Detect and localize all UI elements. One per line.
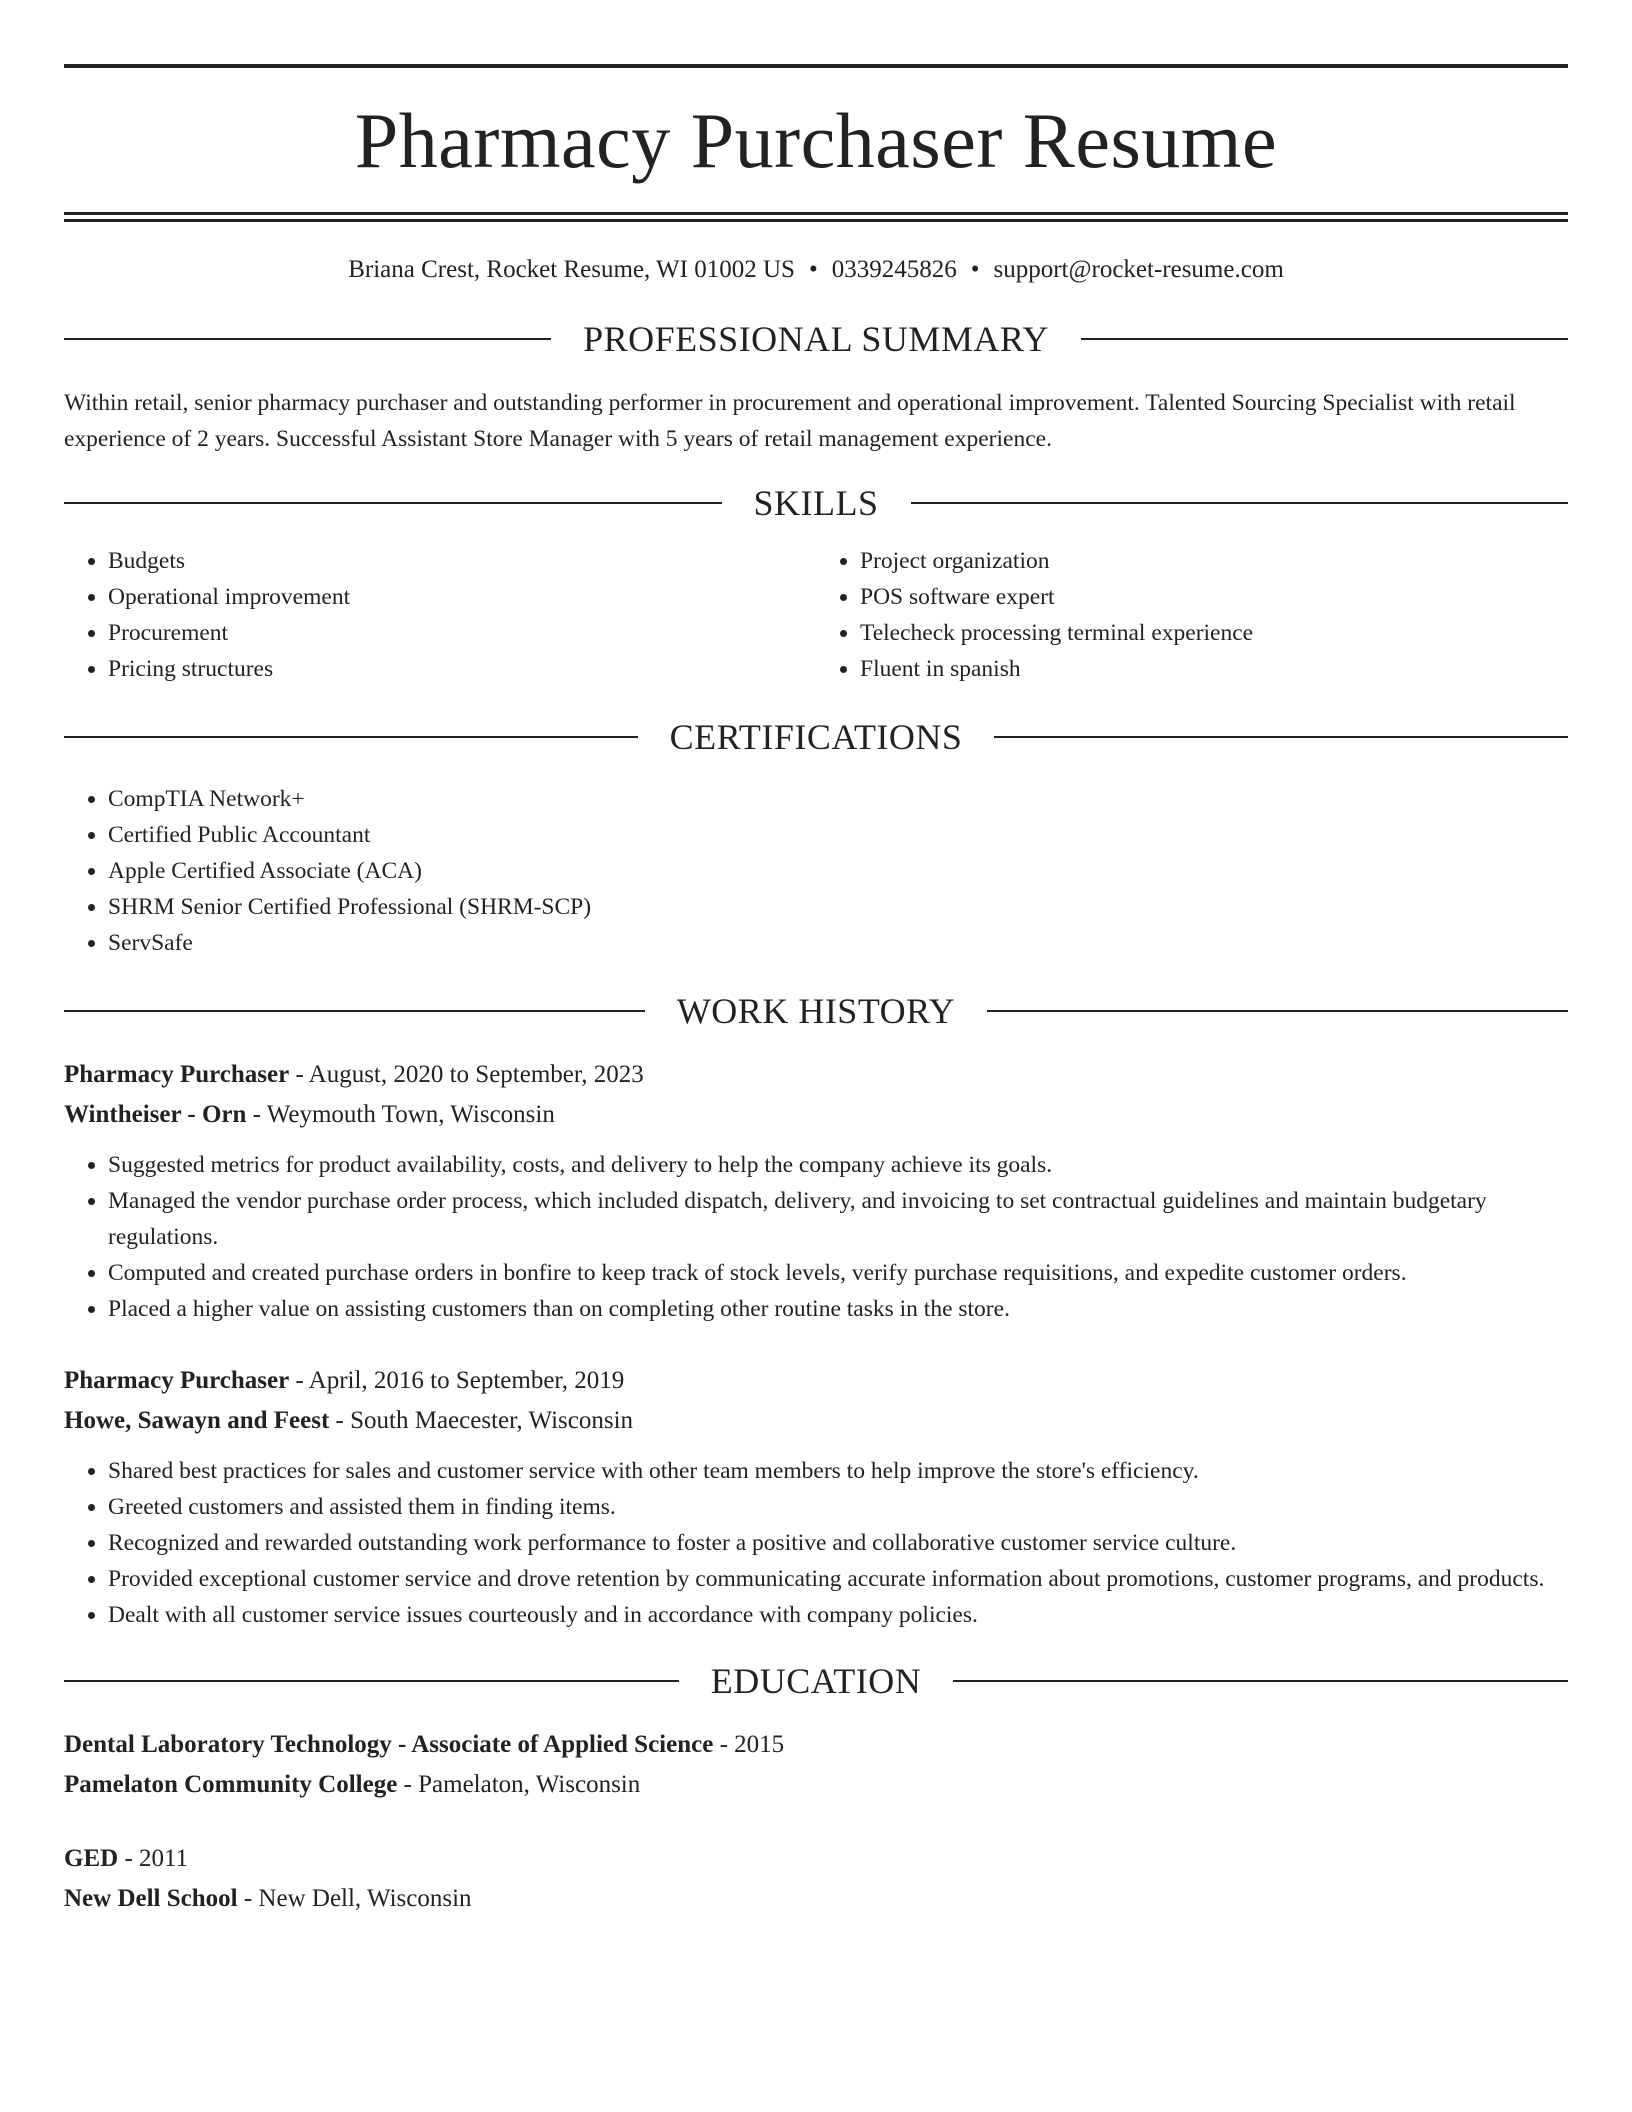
skills-right-list (816, 543, 1568, 687)
heading-rule-right (911, 502, 1569, 504)
certification-item: • CompTIA Network+ (108, 781, 1568, 817)
education-degree: Dental Laboratory Technology - Associate of Applied Science (64, 1731, 714, 1758)
job-company-line (64, 1401, 1568, 1441)
section-label: PROFESSIONAL SUMMARY (583, 319, 1049, 359)
education-degree: GED (64, 1845, 119, 1872)
certifications-list (64, 781, 1568, 961)
section-heading-summary (64, 321, 1568, 357)
skill-item: • Pricing structures (108, 651, 816, 687)
skills-columns (64, 543, 1568, 687)
education-entry (64, 1839, 1568, 1919)
education-school: Pamelaton Community College (64, 1771, 398, 1798)
education-degree-line (64, 1839, 1568, 1879)
job-duty: • Shared best practices for sales and customer service with other team members to help improve the store's efficiency. (108, 1453, 1568, 1489)
job-dates: - April, 2016 to September, 2019 (289, 1367, 625, 1394)
contact-line (64, 255, 1568, 285)
heading-rule-left (64, 736, 638, 738)
education-school-line (64, 1765, 1568, 1805)
job-company: Howe, Sawayn and Feest (64, 1407, 330, 1434)
certification-item: • ServSafe (108, 925, 1568, 961)
section-heading-certifications (64, 719, 1568, 755)
section-heading-education (64, 1663, 1568, 1699)
heading-rule-left (64, 1680, 679, 1682)
contact-separator: • (970, 256, 980, 283)
skill-item: • Fluent in spanish (860, 651, 1568, 687)
education-location: - New Dell, Wisconsin (237, 1885, 472, 1912)
job-duty: • Recognized and rewarded outstanding work performance to foster a positive and collaborative customer service culture. (108, 1525, 1568, 1561)
job-company: Wintheiser - Orn (64, 1101, 247, 1128)
job-location: - Weymouth Town, Wisconsin (246, 1101, 555, 1128)
skill-item: • Telecheck processing terminal experience (860, 615, 1568, 651)
education-year: - 2011 (118, 1845, 189, 1872)
job-entry (64, 1055, 1568, 1327)
job-duty: • Managed the vendor purchase order process, which included dispatch, delivery, and invoicing to set contractual guidelines and maintain budgetary regulations. (108, 1183, 1568, 1255)
job-company-line (64, 1095, 1568, 1135)
contact-email: support@rocket-resume.com (993, 256, 1284, 283)
job-duty: • Computed and created purchase orders in bonfire to keep track of stock levels, verify purchase requisitions, and expedite customer orders. (108, 1255, 1568, 1291)
job-title-line (64, 1361, 1568, 1401)
job-entry (64, 1361, 1568, 1633)
heading-rule-left (64, 1010, 645, 1012)
heading-rule-left (64, 502, 722, 504)
section-label: EDUCATION (710, 1661, 922, 1701)
job-title-line (64, 1055, 1568, 1095)
education-school: New Dell School (64, 1885, 238, 1912)
certification-item: • Apple Certified Associate (ACA) (108, 853, 1568, 889)
skill-item: • Project organization (860, 543, 1568, 579)
skill-item: • Budgets (108, 543, 816, 579)
job-duty: • Provided exceptional customer service and drove retention by communicating accurate information about promotions, customer programs, and products. (108, 1561, 1568, 1597)
resume-title: Pharmacy Purchaser Resume (354, 97, 1278, 184)
contact-phone: 0339245826 (831, 256, 957, 283)
education-degree-line (64, 1725, 1568, 1765)
education-entry (64, 1725, 1568, 1805)
education-location: - Pamelaton, Wisconsin (397, 1771, 641, 1798)
resume-page (64, 64, 1568, 1919)
job-title: Pharmacy Purchaser (64, 1061, 290, 1088)
skill-item: • Procurement (108, 615, 816, 651)
job-duty: • Dealt with all customer service issues courteously and in accordance with company policies. (108, 1597, 1568, 1633)
section-label: WORK HISTORY (676, 991, 956, 1031)
section-heading-skills (64, 485, 1568, 521)
top-rule (64, 64, 1568, 68)
contact-separator: • (808, 256, 818, 283)
job-duty: • Suggested metrics for product availability, costs, and delivery to help the company achieve its goals. (108, 1147, 1568, 1183)
section-heading-work-history (64, 993, 1568, 1029)
heading-rule-right (1081, 338, 1568, 340)
certification-item: • Certified Public Accountant (108, 817, 1568, 853)
section-label: SKILLS (753, 483, 879, 523)
skill-item: • POS software expert (860, 579, 1568, 615)
job-duties-list (64, 1147, 1568, 1327)
job-dates: - August, 2020 to September, 2023 (289, 1061, 644, 1088)
job-duties-list (64, 1453, 1568, 1633)
heading-rule-right (953, 1680, 1568, 1682)
heading-rule-left (64, 338, 551, 340)
certification-item: • SHRM Senior Certified Professional (SHRM-SCP) (108, 889, 1568, 925)
title-double-rule (64, 212, 1568, 215)
heading-rule-right (987, 1010, 1568, 1012)
section-label: CERTIFICATIONS (669, 717, 963, 757)
job-duty: • Placed a higher value on assisting customers than on completing other routine tasks in the store. (108, 1291, 1568, 1327)
education-school-line (64, 1879, 1568, 1919)
skills-left-list (64, 543, 816, 687)
heading-rule-right (994, 736, 1568, 738)
summary-text: Within retail, senior pharmacy purchaser and outstanding performer in procurement and operational improvement. Talented Sourcing Specialist with retail experience of 2 years. Successful Assistant Store Manager with 5 years of retail management experience. (64, 390, 1516, 452)
job-title: Pharmacy Purchaser (64, 1367, 290, 1394)
skill-item: • Operational improvement (108, 579, 816, 615)
job-duty: • Greeted customers and assisted them in finding items. (108, 1489, 1568, 1525)
education-year: - 2015 (713, 1731, 785, 1758)
job-location: - South Maecester, Wisconsin (329, 1407, 634, 1434)
contact-address: Briana Crest, Rocket Resume, WI 01002 US (348, 256, 795, 283)
